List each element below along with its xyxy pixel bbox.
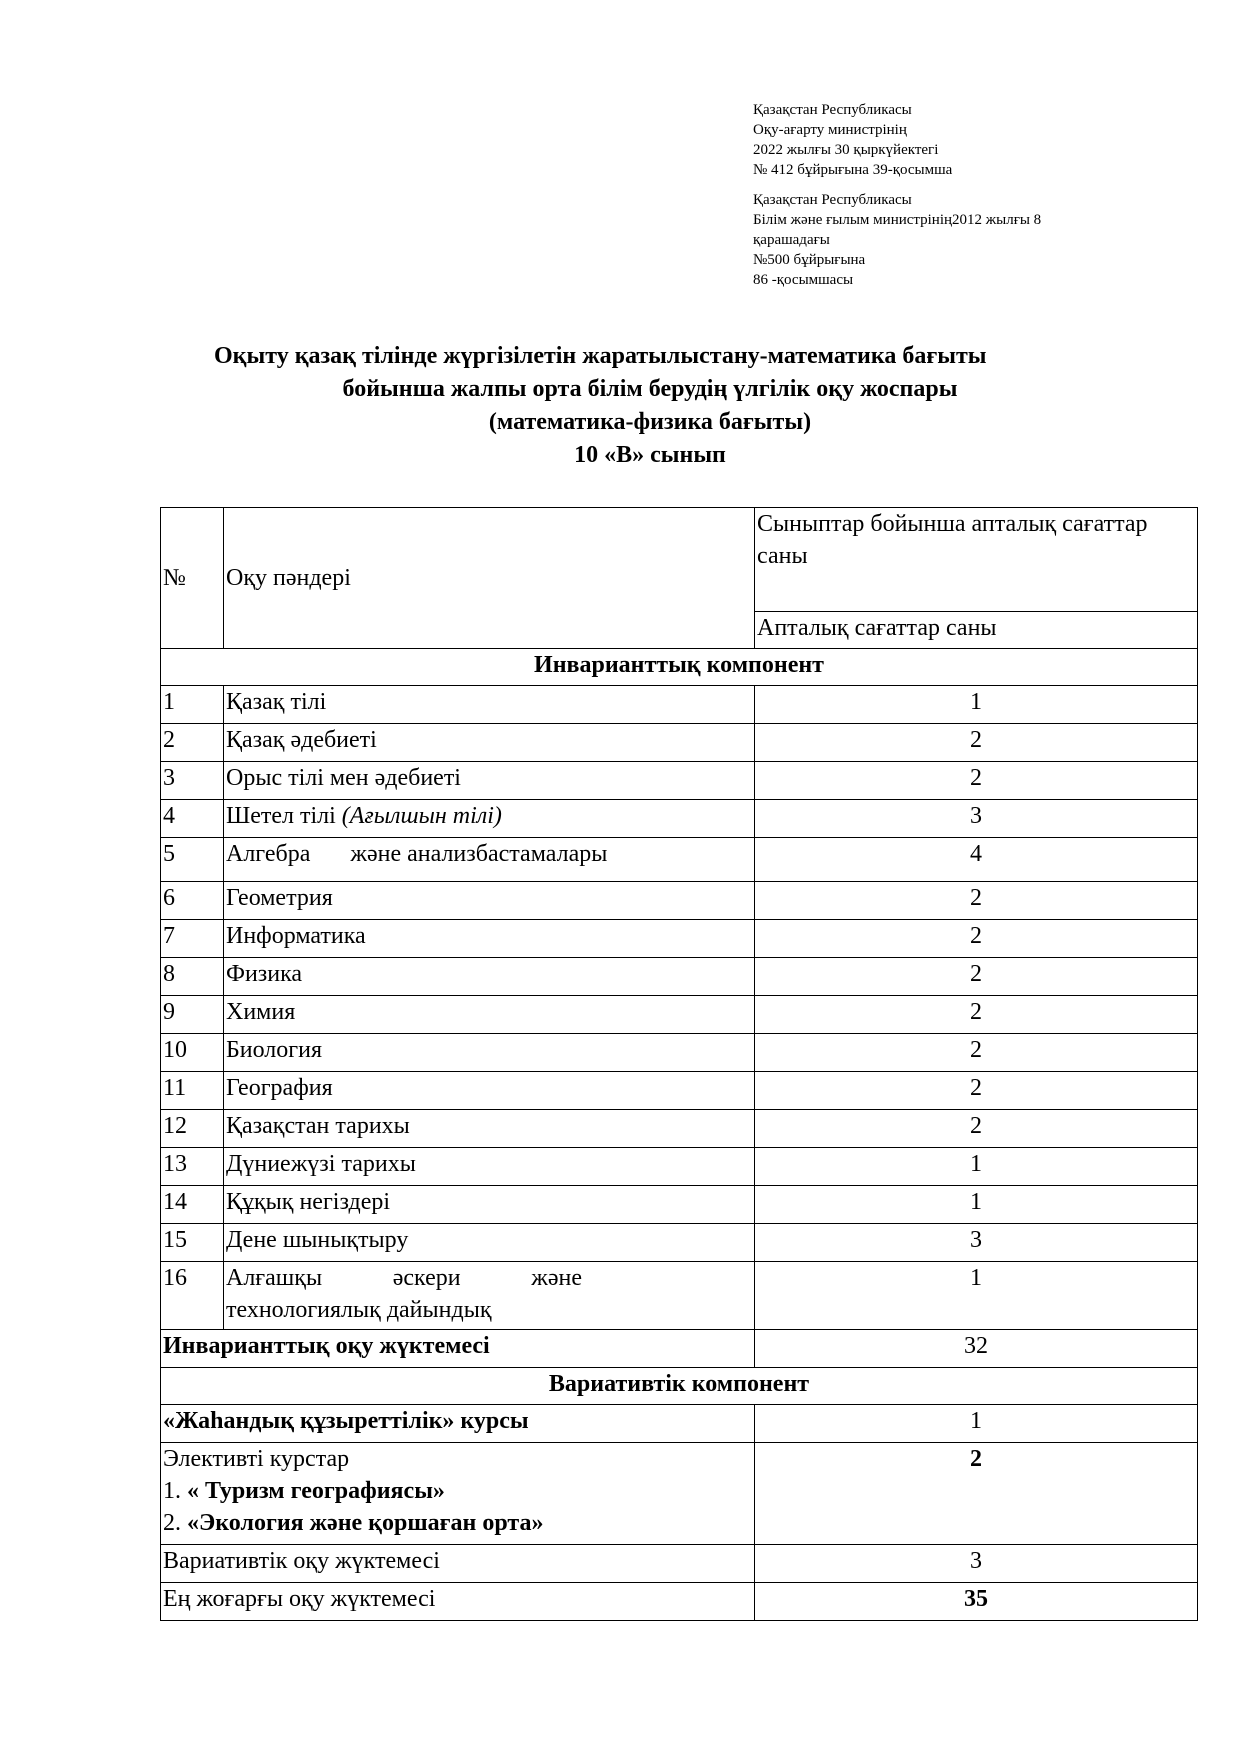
table-row [161,838,1198,882]
invariant-section-title: Инварианттық компонент [161,649,1198,686]
row-number: 4 [161,800,224,838]
note-line: №500 бұйрығына [753,252,866,268]
title-line-1: Оқыту қазақ тілінде жүргізілетін жаратылыстану-математика бағыты [214,343,987,369]
max-total-value: 35 [755,1583,1198,1621]
table-row [161,762,1198,800]
note-line: Қазақстан Республикасы [753,102,912,118]
subject-text: және [531,1265,582,1291]
subject-text: және анализбастамалары [350,841,608,867]
table-row [161,1262,1198,1330]
title-line-3: (математика-физика бағыты) [488,409,812,435]
elective-number: 2. [163,1510,181,1536]
subject-text: Алгебра [226,841,311,867]
row-hours: 1 [755,1148,1198,1186]
row-subject: Орыс тілі мен әдебиеті [224,762,755,800]
table-row [161,800,1198,838]
elective-label: Элективті курстар [163,1446,350,1472]
subject-text: Шетел тілі [226,803,336,829]
table-row [161,1186,1198,1224]
row-number: 1 [161,686,224,724]
row-subject: Информатика [224,920,755,958]
note-line: Қазақстан Республикасы [753,192,912,208]
row-subject [224,800,755,838]
row-hours: 1 [755,686,1198,724]
row-hours: 2 [755,724,1198,762]
table-row [161,1034,1198,1072]
table-row [161,920,1198,958]
row-hours: 2 [755,958,1198,996]
elective-cell [161,1443,755,1545]
row-subject: География [224,1072,755,1110]
row-number: 5 [161,838,224,882]
row-subject [224,838,755,882]
row-hours: 3 [755,1224,1198,1262]
row-subject: Қазақ тілі [224,686,755,724]
elective-hours: 2 [755,1443,1198,1545]
row-hours: 1 [755,1186,1198,1224]
max-total-label: Ең жоғарғы оқу жүктемесі [161,1583,755,1621]
row-hours: 4 [755,838,1198,882]
subject-text: Алғашқы [226,1265,323,1291]
row-hours: 3 [755,800,1198,838]
row-subject: Биология [224,1034,755,1072]
row-number: 10 [161,1034,224,1072]
title-line-4: 10 «В» сынып [574,442,726,468]
row-subject: Геометрия [224,882,755,920]
row-hours: 2 [755,762,1198,800]
row-hours: 2 [755,996,1198,1034]
row-hours: 2 [755,920,1198,958]
row-number: 6 [161,882,224,920]
note-line: 2022 жылғы 30 қыркүйектегі [753,142,939,158]
elective-number: 1. [163,1478,181,1504]
table-row [161,1224,1198,1262]
table-row [161,882,1198,920]
global-course-row [161,1405,1198,1443]
elective-title: « Туризм географиясы» [187,1478,445,1504]
row-number: 11 [161,1072,224,1110]
row-subject: Дене шынықтыру [224,1224,755,1262]
row-hours: 2 [755,1110,1198,1148]
row-subject: Физика [224,958,755,996]
table-row [161,724,1198,762]
curriculum-table [160,507,1198,1621]
header-number: № [161,508,224,649]
invariant-total-row [161,1330,1198,1368]
elective-title: «Экология және қоршаған орта» [187,1510,544,1536]
row-number: 3 [161,762,224,800]
max-total-row [161,1583,1198,1621]
row-subject: Қазақ әдебиеті [224,724,755,762]
row-number: 8 [161,958,224,996]
elective-item [163,1507,752,1539]
row-hours: 2 [755,1072,1198,1110]
variative-total-value: 3 [755,1545,1198,1583]
row-hours: 2 [755,882,1198,920]
global-course-label: «Жаһандық құзыреттілік» курсы [161,1405,755,1443]
row-number: 7 [161,920,224,958]
row-subject: Құқық негіздері [224,1186,755,1224]
table-row [161,686,1198,724]
row-subject: Қазақстан тарихы [224,1110,755,1148]
row-subject: Дүниежүзі тарихы [224,1148,755,1186]
table-row [161,958,1198,996]
note-line: Білім және ғылым министрінің2012 жылғы 8 [753,212,1042,228]
row-hours: 2 [755,1034,1198,1072]
row-subject [224,1262,755,1330]
note-line: № 412 бұйрығына 39-қосымша [753,162,953,178]
row-number: 14 [161,1186,224,1224]
subject-note: (Ағылшын тілі) [341,803,502,829]
header-hours-group: Сыныптар бойынша апталық сағаттар саны [755,508,1198,612]
table-row [161,996,1198,1034]
note-line: қарашадағы [753,232,830,248]
table-row [161,1072,1198,1110]
elective-row [161,1443,1198,1545]
row-number: 13 [161,1148,224,1186]
variative-total-label: Вариативтік оқу жүктемесі [161,1545,755,1583]
header-subjects: Оқу пәндері [224,508,755,649]
global-course-hours: 1 [755,1405,1198,1443]
row-number: 9 [161,996,224,1034]
variative-total-row [161,1545,1198,1583]
row-number: 12 [161,1110,224,1148]
annex-notes [753,100,1173,290]
document-title [150,340,1150,472]
header-hours: Апталық сағаттар саны [755,612,1198,649]
row-number: 16 [161,1262,224,1330]
invariant-total-label: Инварианттық оқу жүктемесі [161,1330,755,1368]
table-row [161,1148,1198,1186]
note-line: 86 -қосымшасы [753,272,854,288]
note-line: Оқу-ағарту министрінің [753,122,907,138]
row-number: 15 [161,1224,224,1262]
variative-section-title: Вариативтік компонент [161,1368,1198,1405]
row-hours: 1 [755,1262,1198,1330]
subject-text: әскери [392,1265,461,1291]
subject-text: технологиялық дайындық [226,1297,492,1323]
row-number: 2 [161,724,224,762]
title-line-2: бойынша жалпы орта білім берудің үлгілік оқу жоспары [342,376,958,402]
table-row [161,1110,1198,1148]
invariant-total-value: 32 [755,1330,1198,1368]
elective-item [163,1475,752,1507]
row-subject: Химия [224,996,755,1034]
